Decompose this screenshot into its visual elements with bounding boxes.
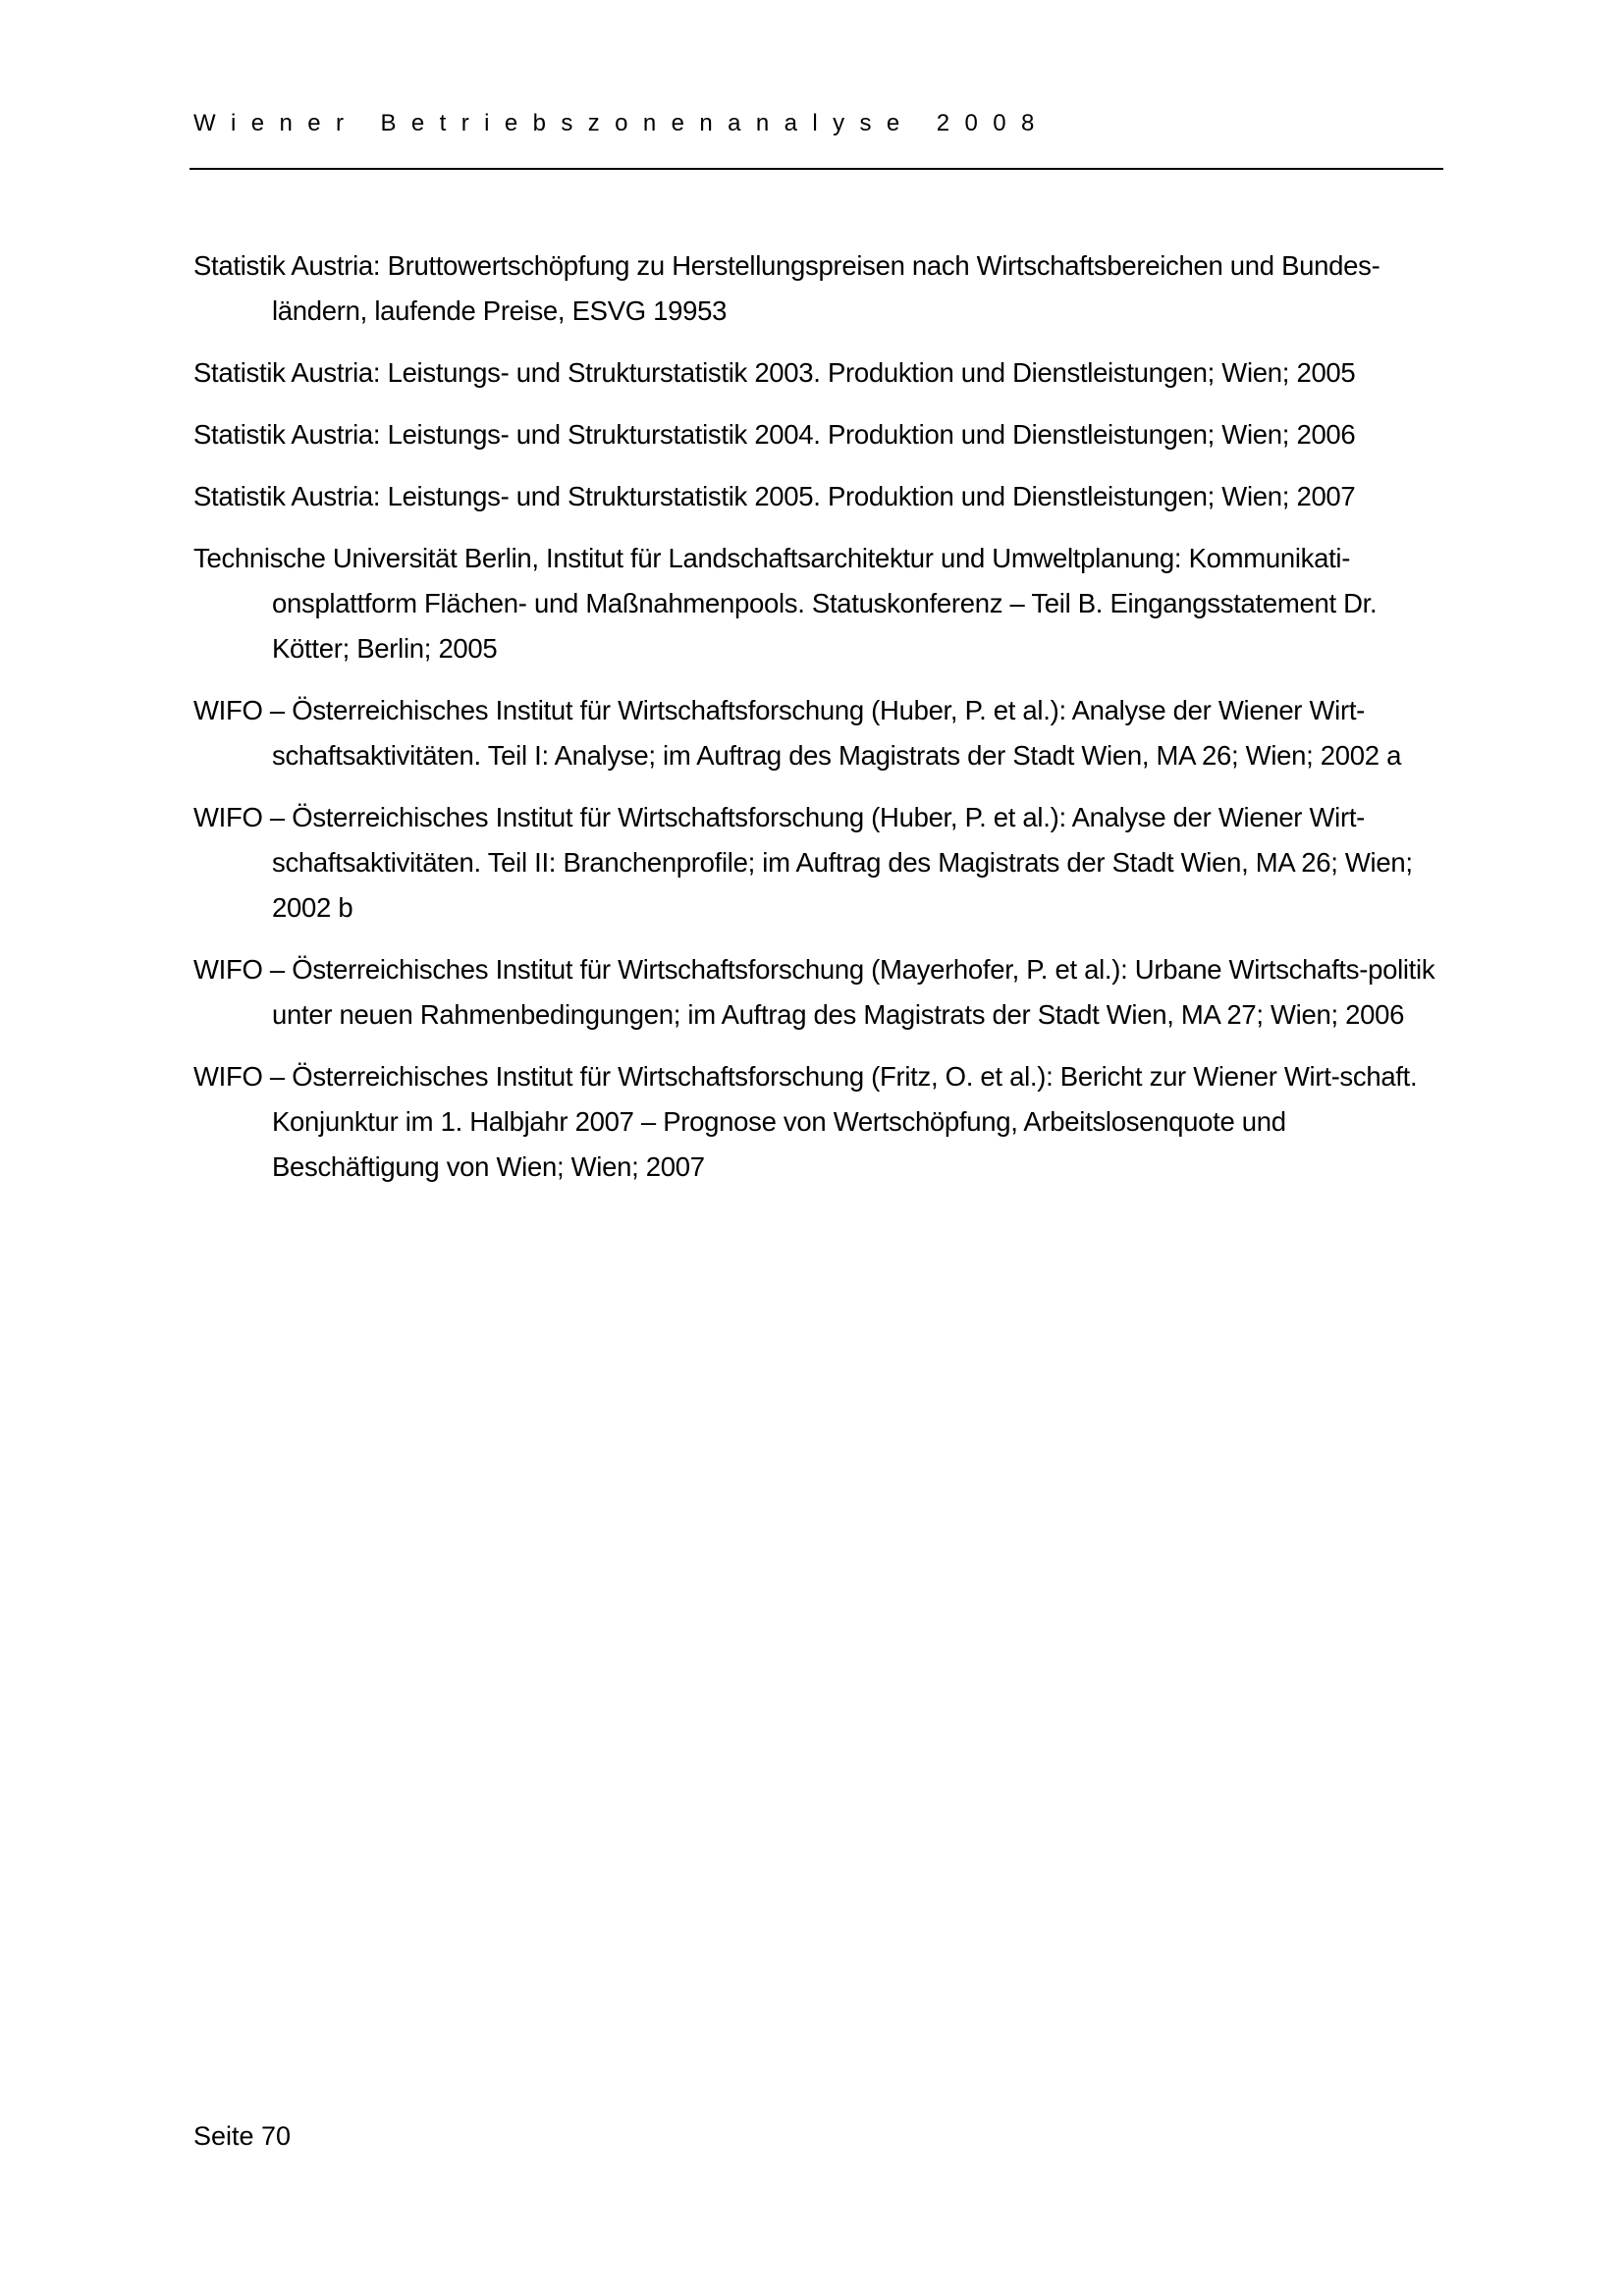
reference-entry: WIFO – Österreichisches Institut für Wirtschaftsforschung (Mayerhofer, P. et al.): Urbane Wirtschafts-politik unter neuen Rahmenbedingungen; im Auftrag des Magistrats der Stadt Wien, MA 27; Wien; 2006	[193, 954, 1435, 1030]
running-header: Wiener Betriebszonenanalyse 2008	[193, 110, 1050, 136]
reference-entry: Statistik Austria: Leistungs- und Strukturstatistik 2003. Produktion und Dienstleistungen; Wien; 2005	[193, 357, 1356, 388]
reference-entry: WIFO – Österreichisches Institut für Wirtschaftsforschung (Huber, P. et al.): Analyse der Wiener Wirt-schaftsaktivitäten. Teil I: Analyse; im Auftrag des Magistrats der Stadt Wien, MA 26; Wien; 2002 a	[193, 695, 1402, 771]
reference-entry: Statistik Austria: Bruttowertschöpfung zu Herstellungspreisen nach Wirtschaftsbereichen und Bundes-ländern, laufende Preise, ESVG 19953	[193, 250, 1380, 326]
reference-entry: WIFO – Österreichisches Institut für Wirtschaftsforschung (Huber, P. et al.): Analyse der Wiener Wirt-schaftsaktivitäten. Teil II: Branchenprofile; im Auftrag des Magistrats der Stadt Wien, MA 26; Wien; 2002 b	[193, 802, 1413, 923]
reference-entry: Statistik Austria: Leistungs- und Strukturstatistik 2005. Produktion und Dienstleistungen; Wien; 2007	[193, 481, 1356, 511]
reference-entry: Statistik Austria: Leistungs- und Strukturstatistik 2004. Produktion und Dienstleistungen; Wien; 2006	[193, 419, 1356, 450]
header-divider	[189, 168, 1443, 170]
reference-list	[193, 243, 1452, 1206]
reference-entry: WIFO – Österreichisches Institut für Wirtschaftsforschung (Fritz, O. et al.): Bericht zur Wiener Wirt-schaft. Konjunktur im 1. Halbjahr 2007 – Prognose von Wertschöpfung, Arbeitslosenquote und Beschäftigung von Wien; Wien; 2007	[193, 1061, 1418, 1182]
reference-entry: Technische Universität Berlin, Institut für Landschaftsarchitektur und Umweltplanung: Kommunikati-onsplattform Flächen- und Maßnahmenpools. Statuskonferenz – Teil B. Eingangsstatement Dr. Kötter; Berlin; 2005	[193, 543, 1378, 664]
page-number: Seite 70	[193, 2121, 292, 2151]
